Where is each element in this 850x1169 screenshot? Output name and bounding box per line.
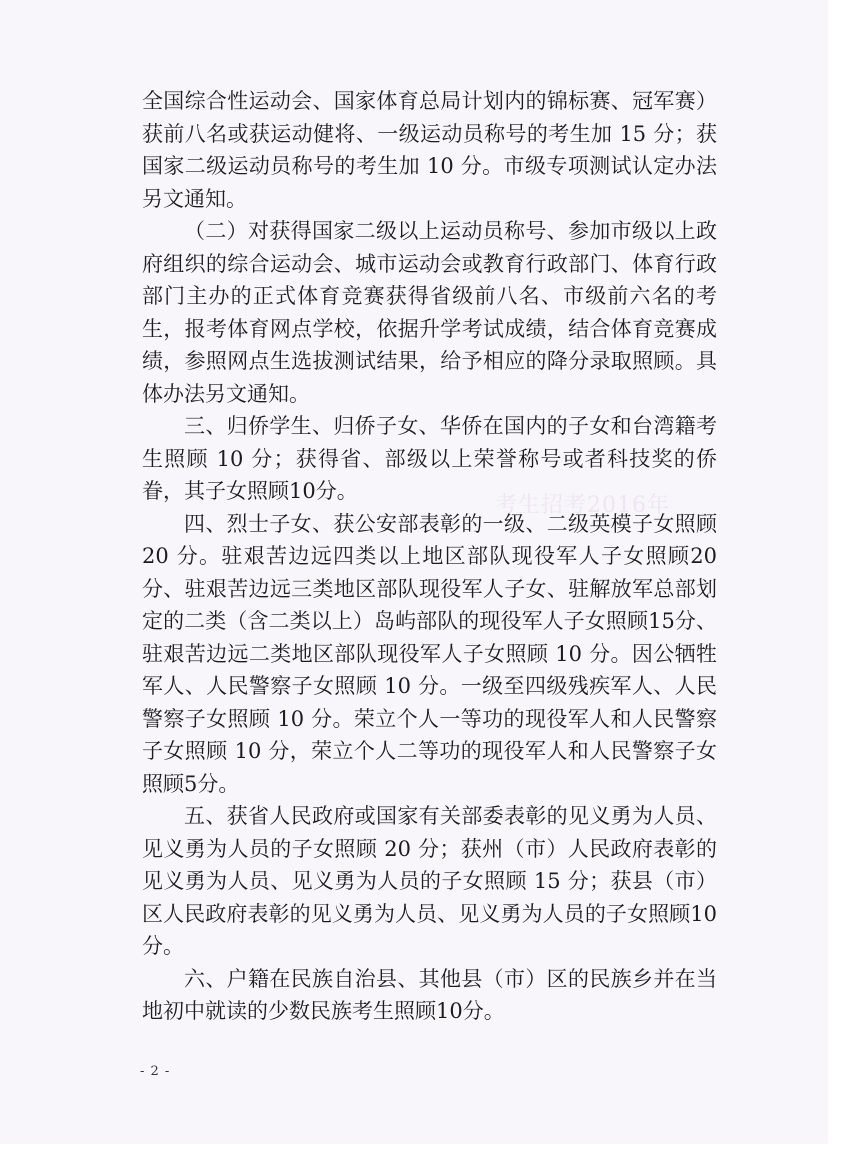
- document-body: [142, 85, 717, 1028]
- paragraph-sports-reduction: （二）对获得国家二级以上运动员称号、参加市级以上政府组织的综合运动会、城市运动会或教育行政部门、体育行政部门主办的正式体育竞赛获得省级前八名、市级前六名的考生，报考体育网点学校，依据升学考试成绩，结合体育竞赛成绩，参照网点生选拔测试结果，给予相应的降分录取照顾。具体办法另文通知。: [142, 219, 717, 406]
- paragraph-military-families: 四、烈士子女、获公安部表彰的一级、二级英模子女照顾 20 分。驻艰苦边远四类以上地区部队现役军人子女照顾20分、驻艰苦边远三类地区部队现役军人子女、驻解放军总部划定的二类（含二类以上）岛屿部队的现役军人子女照顾15分、驻艰苦边远二类地区部队现役军人子女照顾 10 分。因公牺牲军人、人民警察子女照顾 10 分。一级至四级残疾军人、人民警察子女照顾 10 分。荣立个人一等功的现役军人和人民警察子女照顾 10 分，荣立个人二等功的现役军人和人民警察子女照顾5分。: [142, 511, 717, 796]
- paragraph-overseas-chinese: 三、归侨学生、归侨子女、华侨在国内的子女和台湾籍考生照顾 10 分；获得省、部级以上荣誉称号或者科技奖的侨眷，其子女照顾10分。: [142, 414, 717, 503]
- page-number: - 2 -: [140, 1064, 171, 1079]
- paragraph-bravery: 五、获省人民政府或国家有关部委表彰的见义勇为人员、见义勇为人员的子女照顾 20 分；获州（市）人民政府表彰的见义勇为人员、见义勇为人员的子女照顾 15 分；获县（市）区人民政府表彰的见义勇为人员、见义勇为人员的子女照顾10分。: [142, 804, 717, 958]
- paragraph-ethnic-minority: 六、户籍在民族自治县、其他县（市）区的民族乡并在当地初中就读的少数民族考生照顾10分。: [142, 966, 717, 1023]
- watermark: 考生招考2016年: [495, 493, 670, 518]
- paragraph-continuation: 全国综合性运动会、国家体育总局计划内的锦标赛、冠军赛）获前八名或获运动健将、一级运动员称号的考生加 15 分；获国家二级运动员称号的考生加 10 分。市级专项测试认定办法另文通知。: [142, 89, 717, 211]
